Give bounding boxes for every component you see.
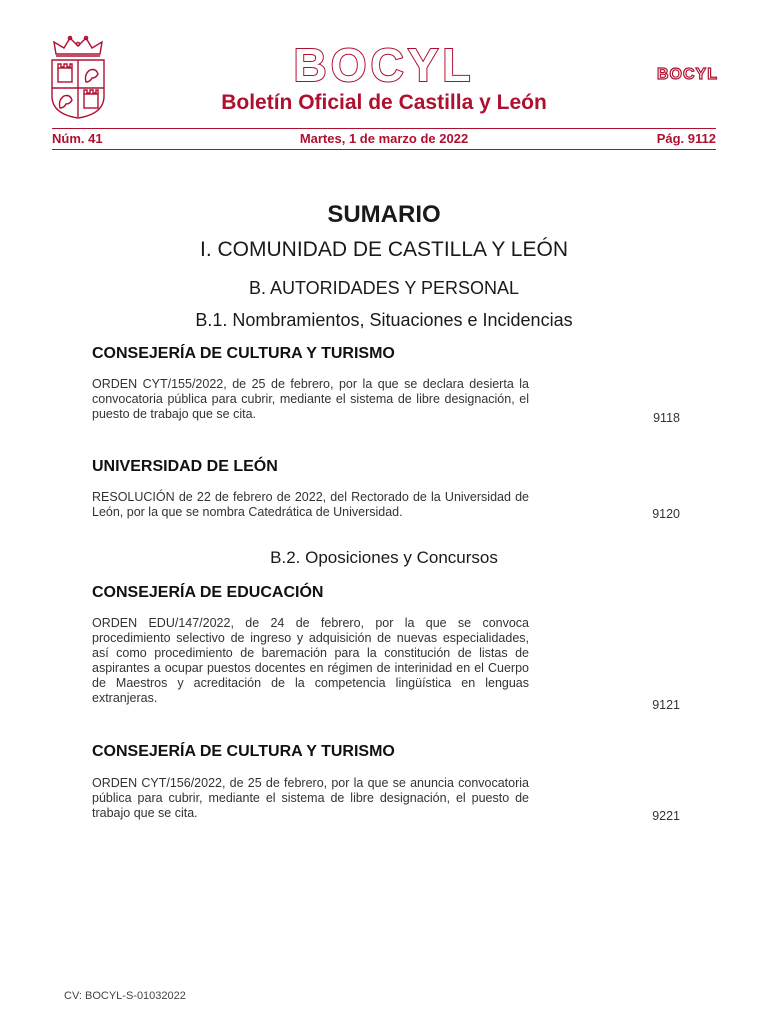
publication-title: Boletín Oficial de Castilla y León (221, 91, 547, 114)
entry-page: 9221 (652, 809, 680, 823)
entry-text: ORDEN EDU/147/2022, de 24 de febrero, por la que se convoca procedimiento selectivo de ingreso y adquisición de nuevas especialidades, así como procedimiento de baremación para la constitución de listas de aspirantes a ocupar puestos docentes en régimen de interinidad en el Cuerpo de Maestros y acreditación de la competencia lingüística en lenguas extranjeras. (92, 616, 529, 705)
issue-number: Núm. 41 (52, 131, 103, 146)
section-title: I. COMUNIDAD DE CASTILLA Y LEÓN (200, 238, 568, 261)
bocyl-logo: BOCYL (293, 39, 475, 91)
page-title: SUMARIO (327, 201, 441, 228)
department-heading: UNIVERSIDAD DE LEÓN (92, 458, 278, 475)
entry-text: RESOLUCIÓN de 22 de febrero de 2022, del Rectorado de la Universidad de León, por la que se nombra Catedrática de Universidad. (92, 490, 529, 519)
entry-text: ORDEN CYT/156/2022, de 25 de febrero, por la que se anuncia convocatoria pública para cubrir, mediante el sistema de libre designación, el puesto de trabajo que se cita. (92, 776, 529, 820)
b2-title: B.2. Oposiciones y Concursos (270, 548, 498, 567)
footer-cv-code: CV: BOCYL-S-01032022 (64, 990, 186, 1002)
bocyl-logo-small: BOCYL (657, 66, 718, 83)
department-heading: CONSEJERÍA DE CULTURA Y TURISMO (92, 743, 395, 760)
department-heading: CONSEJERÍA DE CULTURA Y TURISMO (92, 345, 395, 362)
entry-page: 9118 (653, 411, 680, 425)
page-number: Pág. 9112 (656, 131, 716, 146)
department-heading: CONSEJERÍA DE EDUCACIÓN (92, 584, 324, 601)
issue-date: Martes, 1 de marzo de 2022 (299, 131, 469, 146)
entry-page: 9120 (652, 507, 680, 521)
b1-title: B.1. Nombramientos, Situaciones e Incidencias (195, 310, 573, 330)
entry-page: 9121 (652, 698, 680, 712)
issue-info-bar (52, 128, 716, 150)
subsection-title: B. AUTORIDADES Y PERSONAL (248, 278, 520, 298)
entry-text: ORDEN CYT/155/2022, de 25 de febrero, por la que se declara desierta la convocatoria pública para cubrir, mediante el sistema de libre designación, el puesto de trabajo que se cita. (92, 377, 529, 421)
